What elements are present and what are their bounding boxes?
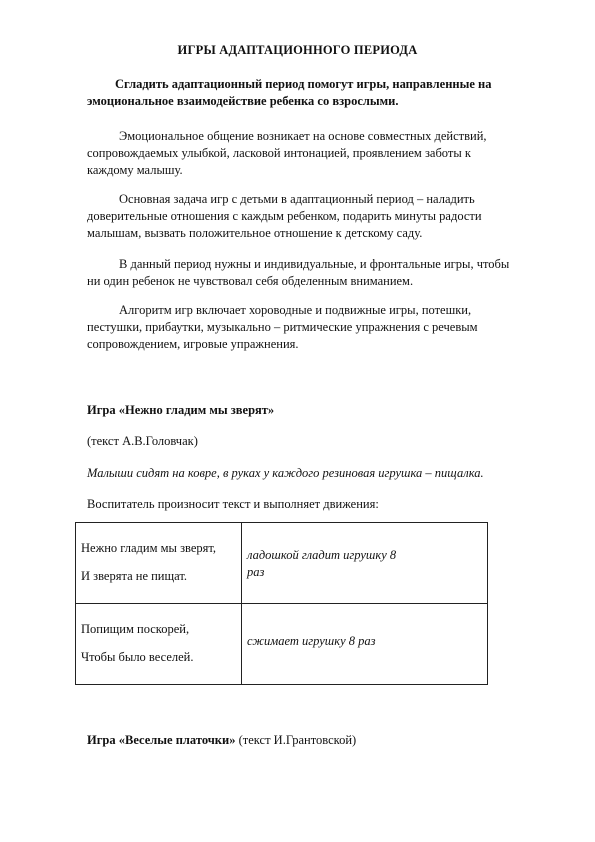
action-line: раз xyxy=(247,565,265,579)
paragraph-line: сопровождаемых улыбкой, ласковой интонацией, проявлением заботы к xyxy=(87,146,471,160)
paragraph-line: Алгоритм игр включает хороводные и подвижные игры, потешки, xyxy=(119,303,472,317)
paragraph-line: В данный период нужны и индивидуальные, и фронтальные игры, чтобы xyxy=(119,257,510,271)
game2-author: (текст И.Грантовской) xyxy=(235,733,357,747)
rhyme-line: И зверята не пищат. xyxy=(81,569,187,583)
action-cell xyxy=(242,604,488,685)
intro-paragraph xyxy=(87,76,549,110)
paragraph-line: пестушки, прибаутки, музыкально – ритмические упражнения с речевым xyxy=(87,320,478,334)
paragraph-line: каждому малышу. xyxy=(87,163,183,177)
rhyme-table xyxy=(75,522,488,685)
intro-line: эмоциональное взаимодействие ребенка со взрослыми. xyxy=(87,94,399,108)
paragraph-line: Основная задача игр с детьми в адаптационный период – наладить xyxy=(119,192,475,206)
table-row xyxy=(76,523,488,604)
rhyme-line: Чтобы было веселей. xyxy=(81,650,194,664)
rhyme-line: Нежно гладим мы зверят, xyxy=(81,541,217,555)
game1-instruction: Воспитатель произносит текст и выполняет движения: xyxy=(87,497,379,511)
table-row xyxy=(76,604,488,685)
game1-author: (текст А.В.Головчак) xyxy=(87,434,198,448)
paragraph-algorithm xyxy=(87,302,549,353)
rhyme-text-cell xyxy=(76,523,242,604)
intro-line: Сгладить адаптационный период помогут игры, направленные на xyxy=(115,77,492,91)
game1-heading: Игра «Нежно гладим мы зверят» xyxy=(87,403,275,417)
paragraph-main-task xyxy=(87,191,549,242)
action-line: ладошкой гладит игрушку 8 xyxy=(247,548,397,562)
rhyme-text-cell xyxy=(76,604,242,685)
paragraph-line: малышам, вызвать положительное отношение к детскому саду. xyxy=(87,226,423,240)
game1-description: Малыши сидят на ковре, в руках у каждого резиновая игрушка – пищалка. xyxy=(87,466,484,480)
paragraph-emotional xyxy=(87,128,549,179)
paragraph-line: доверительные отношения с каждым ребенком, подарить минуты радости xyxy=(87,209,482,223)
document-title: ИГРЫ АДАПТАЦИОННОГО ПЕРИОДА xyxy=(177,43,418,57)
paragraph-line: сопровождением, игровые упражнения. xyxy=(87,337,299,351)
action-line: сжимает игрушку 8 раз xyxy=(247,634,376,648)
paragraph-games-types xyxy=(87,256,549,290)
action-cell xyxy=(242,523,488,604)
game2-heading: Игра «Веселые платочки» xyxy=(87,733,236,747)
rhyme-line: Попищим поскорей, xyxy=(81,622,190,636)
paragraph-line: Эмоциональное общение возникает на основе совместных действий, xyxy=(119,129,487,143)
paragraph-line: ни один ребенок не чувствовал себя обделенным вниманием. xyxy=(87,274,414,288)
game2-heading-line xyxy=(87,732,549,749)
